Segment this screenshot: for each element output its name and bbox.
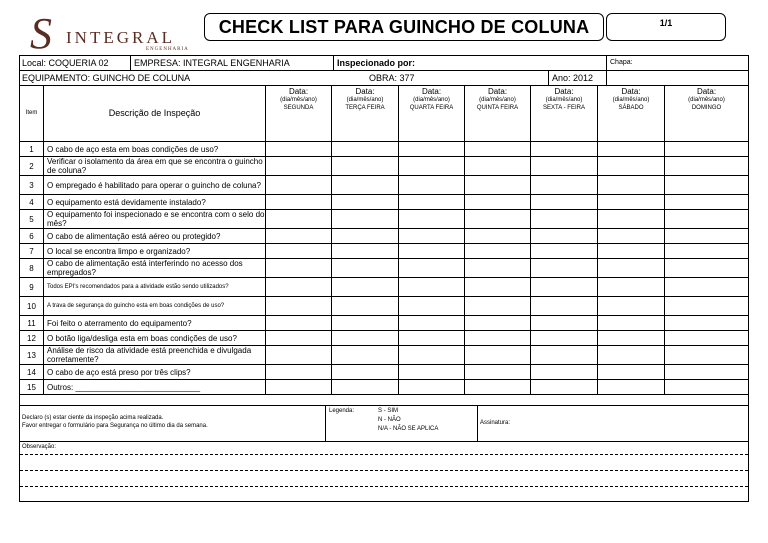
check-cell[interactable] xyxy=(399,176,465,194)
check-cell[interactable] xyxy=(665,229,748,243)
day-header-friday: Data: (dia/mês/ano) SEXTA - FEIRA xyxy=(531,85,598,141)
check-cell[interactable] xyxy=(266,195,332,209)
check-cell[interactable] xyxy=(266,278,332,296)
check-cell[interactable] xyxy=(465,195,531,209)
check-cell[interactable] xyxy=(531,297,598,315)
check-cell[interactable] xyxy=(531,316,598,330)
check-cell[interactable] xyxy=(465,157,531,175)
page-number: 1/1 xyxy=(606,13,726,41)
check-cell[interactable] xyxy=(598,157,665,175)
check-cell[interactable] xyxy=(665,316,748,330)
check-cell[interactable] xyxy=(399,297,465,315)
check-cell[interactable] xyxy=(531,229,598,243)
table-row xyxy=(20,365,748,379)
check-cell[interactable] xyxy=(399,316,465,330)
check-cell[interactable] xyxy=(665,142,748,156)
empresa-field: EMPRESA: INTEGRAL ENGENHARIA xyxy=(131,56,334,70)
check-cell[interactable] xyxy=(332,229,399,243)
company-logo xyxy=(28,10,208,56)
check-cell[interactable] xyxy=(266,210,332,228)
check-cell[interactable] xyxy=(531,195,598,209)
check-cell[interactable] xyxy=(399,157,465,175)
item-number: 10 xyxy=(20,297,44,315)
item-number: 1 xyxy=(20,142,44,156)
item-description: O cabo de aço esta em boas condições de uso? xyxy=(44,142,266,156)
day-header-thursday: Data: (dia/mês/ano) QUINTA FEIRA xyxy=(465,85,531,141)
check-cell[interactable] xyxy=(332,316,399,330)
check-cell[interactable] xyxy=(465,365,531,379)
check-cell[interactable] xyxy=(665,259,748,277)
check-cell[interactable] xyxy=(266,380,332,394)
declaration-line-2: Favor entregar o formulário para Segurança no último dia da semana. xyxy=(22,423,208,429)
check-cell[interactable] xyxy=(665,331,748,345)
check-cell[interactable] xyxy=(399,380,465,394)
check-cell[interactable] xyxy=(665,195,748,209)
check-cell[interactable] xyxy=(598,380,665,394)
check-cell[interactable] xyxy=(399,365,465,379)
check-cell[interactable] xyxy=(332,157,399,175)
check-cell[interactable] xyxy=(399,195,465,209)
table-header xyxy=(20,85,748,141)
legend xyxy=(326,405,478,441)
check-cell[interactable] xyxy=(332,259,399,277)
item-description: O equipamento está devidamente instalado? xyxy=(44,195,266,209)
check-cell[interactable] xyxy=(598,297,665,315)
legend-label: Legenda: xyxy=(329,408,355,414)
check-cell[interactable] xyxy=(399,331,465,345)
check-cell[interactable] xyxy=(531,331,598,345)
check-cell[interactable] xyxy=(332,244,399,258)
check-cell[interactable] xyxy=(465,229,531,243)
table-row xyxy=(20,244,748,258)
check-cell[interactable] xyxy=(531,380,598,394)
item-number: 15 xyxy=(20,380,44,394)
day-header-wednesday: Data: (dia/mês/ano) QUARTA FEIRA xyxy=(399,85,465,141)
check-cell[interactable] xyxy=(465,210,531,228)
check-cell[interactable] xyxy=(465,142,531,156)
table-row xyxy=(20,331,748,345)
signature-field[interactable] xyxy=(478,405,748,441)
item-description: O equipamento foi inspecionado e se encontra com o selo do mês? xyxy=(44,210,266,228)
table-row xyxy=(20,229,748,243)
observation-label: Observação: xyxy=(22,444,57,450)
item-number: 13 xyxy=(20,346,44,364)
table-row xyxy=(20,380,748,394)
check-cell[interactable] xyxy=(399,278,465,296)
check-cell[interactable] xyxy=(266,346,332,364)
check-cell[interactable] xyxy=(531,278,598,296)
check-cell[interactable] xyxy=(465,346,531,364)
item-description: O empregado é habilitado para operar o guincho de coluna? xyxy=(44,176,266,194)
check-cell[interactable] xyxy=(598,210,665,228)
check-cell[interactable] xyxy=(465,176,531,194)
check-cell[interactable] xyxy=(531,244,598,258)
check-cell[interactable] xyxy=(266,142,332,156)
obra-field: OBRA: 377 xyxy=(366,70,549,85)
item-number: 3 xyxy=(20,176,44,194)
check-cell[interactable] xyxy=(665,210,748,228)
signature-label: Assinatura: xyxy=(480,420,511,426)
item-number: 7 xyxy=(20,244,44,258)
item-number: 9 xyxy=(20,278,44,296)
check-cell[interactable] xyxy=(332,176,399,194)
check-cell[interactable] xyxy=(665,176,748,194)
chapa-field: Chapa: xyxy=(610,59,633,66)
item-number: 14 xyxy=(20,365,44,379)
check-cell[interactable] xyxy=(465,259,531,277)
inspector-field: Inspecionado por: xyxy=(334,56,607,70)
table-row xyxy=(20,210,748,228)
item-description: O local se encontra limpo e organizado? xyxy=(44,244,266,258)
check-cell[interactable] xyxy=(266,331,332,345)
check-cell[interactable] xyxy=(332,142,399,156)
check-cell[interactable] xyxy=(665,278,748,296)
check-cell[interactable] xyxy=(531,142,598,156)
info-row-1 xyxy=(20,56,748,70)
table-row xyxy=(20,278,748,296)
check-cell[interactable] xyxy=(598,244,665,258)
table-row xyxy=(20,195,748,209)
check-cell[interactable] xyxy=(665,244,748,258)
day-header-sunday: Data: (dia/mês/ano) DOMINGO xyxy=(688,87,725,111)
checklist-form xyxy=(19,55,749,502)
check-cell[interactable] xyxy=(266,365,332,379)
item-description: O botão liga/desliga esta em boas condições de uso? xyxy=(44,331,266,345)
legend-sim: S - SIM xyxy=(378,408,399,414)
table-row xyxy=(20,259,748,277)
check-cell[interactable] xyxy=(665,365,748,379)
check-cell[interactable] xyxy=(266,229,332,243)
check-cell[interactable] xyxy=(399,346,465,364)
check-cell[interactable] xyxy=(531,346,598,364)
year-field: Ano: 2012 xyxy=(549,70,607,85)
item-number: 8 xyxy=(20,259,44,277)
local-field: Local: COQUERIA 02 xyxy=(20,56,131,70)
check-cell[interactable] xyxy=(531,365,598,379)
item-number: 11 xyxy=(20,316,44,330)
legend-nao: N - NÃO xyxy=(378,417,401,423)
item-number: 6 xyxy=(20,229,44,243)
table-row xyxy=(20,142,748,156)
check-cell[interactable] xyxy=(465,316,531,330)
check-cell[interactable] xyxy=(332,380,399,394)
check-cell[interactable] xyxy=(598,346,665,364)
item-description: A trava de segurança do guincho esta em boas condições de uso? xyxy=(44,297,266,315)
table-row xyxy=(20,297,748,315)
item-number: 4 xyxy=(20,195,44,209)
item-column-header: Item xyxy=(20,85,44,141)
item-description: Outros: ____________________________ xyxy=(44,380,266,394)
check-cell[interactable] xyxy=(531,176,598,194)
check-cell[interactable] xyxy=(399,229,465,243)
check-cell[interactable] xyxy=(665,297,748,315)
item-description: Todos EPI's recomendados para a atividade estão sendo utilizados? xyxy=(44,278,266,296)
info-row-2 xyxy=(20,70,748,85)
check-cell[interactable] xyxy=(598,259,665,277)
table-row xyxy=(20,316,748,330)
table-row xyxy=(20,157,748,175)
description-column-header: Descrição de Inspeção xyxy=(44,85,266,141)
item-description: O cabo de aço está preso por três clips? xyxy=(44,365,266,379)
document-title: CHECK LIST PARA GUINCHO DE COLUNA xyxy=(204,13,604,41)
check-cell[interactable] xyxy=(332,365,399,379)
check-cell[interactable] xyxy=(465,331,531,345)
equipment-field: EQUIPAMENTO: GUINCHO DE COLUNA xyxy=(22,72,191,83)
check-cell[interactable] xyxy=(465,244,531,258)
check-cell[interactable] xyxy=(266,297,332,315)
declaration-line-1: Declaro (s) estar ciente da inspeção acima realizada. xyxy=(22,415,164,421)
footer-row xyxy=(20,405,748,441)
check-cell[interactable] xyxy=(665,157,748,175)
logo-brand: INTEGRAL xyxy=(66,28,175,47)
check-cell[interactable] xyxy=(665,380,748,394)
check-cell[interactable] xyxy=(598,176,665,194)
item-number: 12 xyxy=(20,331,44,345)
item-description: Verificar o isolamento da área em que se encontra o guincho de coluna? xyxy=(44,157,266,175)
check-cell[interactable] xyxy=(332,210,399,228)
check-cell[interactable] xyxy=(598,142,665,156)
check-cell[interactable] xyxy=(332,278,399,296)
check-cell[interactable] xyxy=(399,244,465,258)
check-cell[interactable] xyxy=(399,259,465,277)
check-cell[interactable] xyxy=(598,278,665,296)
item-description: O cabo de alimentação está interferindo no acesso dos empregados? xyxy=(44,259,266,277)
day-header-saturday: Data: (dia/mês/ano) SÁBADO xyxy=(598,85,665,141)
item-number: 5 xyxy=(20,210,44,228)
check-cell[interactable] xyxy=(266,157,332,175)
check-cell[interactable] xyxy=(266,176,332,194)
check-cell[interactable] xyxy=(598,316,665,330)
table-row xyxy=(20,346,748,364)
check-cell[interactable] xyxy=(531,259,598,277)
check-cell[interactable] xyxy=(399,210,465,228)
check-cell[interactable] xyxy=(332,297,399,315)
day-header-tuesday: Data: (dia/mês/ano) TERÇA FEIRA xyxy=(332,85,399,141)
check-cell[interactable] xyxy=(332,195,399,209)
check-cell[interactable] xyxy=(399,142,465,156)
item-description: Análise de risco da atividade está preenchida e divulgada corretamente? xyxy=(44,346,266,364)
check-cell[interactable] xyxy=(332,331,399,345)
check-cell[interactable] xyxy=(598,331,665,345)
item-description: O cabo de alimentação está aéreo ou protegido? xyxy=(44,229,266,243)
check-cell[interactable] xyxy=(598,195,665,209)
item-number: 2 xyxy=(20,157,44,175)
check-cell[interactable] xyxy=(465,278,531,296)
check-cell[interactable] xyxy=(665,346,748,364)
check-cell[interactable] xyxy=(266,316,332,330)
check-cell[interactable] xyxy=(332,346,399,364)
check-cell[interactable] xyxy=(598,365,665,379)
item-description: Foi feito o aterramento do equipamento? xyxy=(44,316,266,330)
check-cell[interactable] xyxy=(531,157,598,175)
check-cell[interactable] xyxy=(531,210,598,228)
check-cell[interactable] xyxy=(266,244,332,258)
check-cell[interactable] xyxy=(465,380,531,394)
day-header-monday: Data: (dia/mês/ano) SEGUNDA xyxy=(266,85,332,141)
logo-glyph: S xyxy=(30,9,52,58)
check-cell[interactable] xyxy=(465,297,531,315)
check-cell[interactable] xyxy=(266,259,332,277)
table-row xyxy=(20,176,748,194)
check-cell[interactable] xyxy=(598,229,665,243)
logo-subtitle: ENGENHARIA xyxy=(146,47,189,52)
legend-na: N/A - NÃO SE APLICA xyxy=(378,426,439,432)
